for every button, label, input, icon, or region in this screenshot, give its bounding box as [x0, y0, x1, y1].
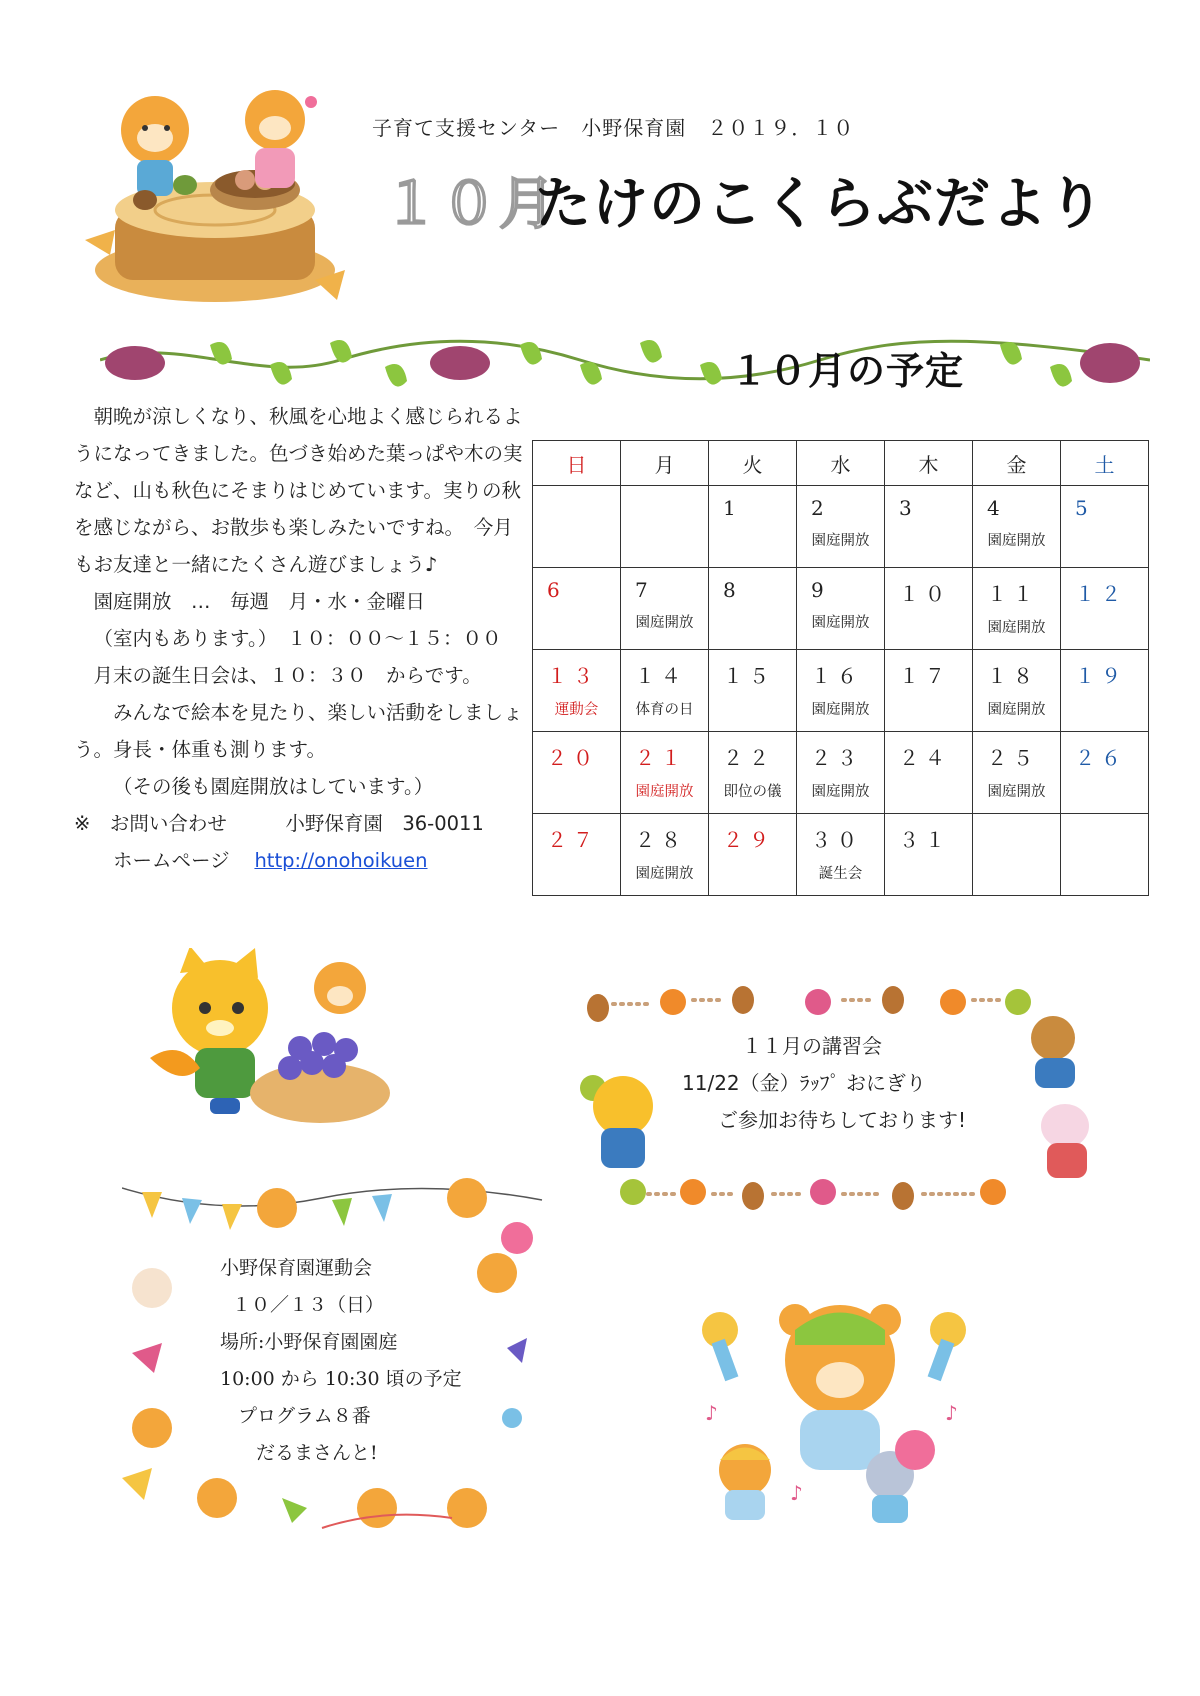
- calendar-day: [973, 568, 1061, 650]
- workshop-notice: [682, 1028, 966, 1139]
- weekday-header: 木: [885, 441, 973, 486]
- day-number: １８: [987, 664, 1039, 688]
- day-number: １３: [547, 664, 599, 688]
- homepage-line: [74, 842, 524, 879]
- calendar-day: [621, 650, 709, 732]
- calendar-day: [973, 732, 1061, 814]
- day-number: 5: [1075, 496, 1094, 520]
- calendar-day: [533, 486, 621, 568]
- open-hours: （室内もあります。） １０：００～１５：００: [93, 627, 502, 650]
- homepage-link[interactable]: http://onohoikuen: [254, 849, 428, 872]
- after-text: （その後も園庭開放はしています。）: [113, 775, 434, 798]
- schedule-title: １０月の予定: [730, 349, 965, 393]
- calendar-day: [797, 568, 885, 650]
- day-number: １４: [635, 664, 687, 688]
- calendar-day: [973, 814, 1061, 896]
- svg-text:♪: ♪: [945, 1401, 958, 1425]
- day-number: ２９: [723, 828, 775, 852]
- calendar-week: [533, 486, 1149, 568]
- calendar-day: [1061, 650, 1149, 732]
- day-number: 7: [635, 578, 654, 602]
- calendar-week: [533, 732, 1149, 814]
- calendar-day: [1061, 568, 1149, 650]
- activity-text: みんなで絵本を見たり、楽しい活動をしましょう。身長・体重も測ります。: [74, 701, 523, 761]
- day-number: １０: [899, 582, 951, 606]
- intro-paragraph: 朝晩が涼しくなり、秋風を心地よく感じられるようになってきました。色づき始めた葉っぱや木の実など、山も秋色にそまりはじめています。実りの秋を感じながら、お散歩も楽しみたいですね。 今月もお友達と一緒にたくさん遊びましょう♪: [74, 405, 523, 576]
- day-number: 1: [723, 496, 742, 520]
- squirrel-on-stump-illustration: [75, 80, 350, 310]
- day-note: 誕生会: [818, 866, 863, 882]
- calendar-day: [1061, 732, 1149, 814]
- contact-line: ※ お問い合わせ 小野保育園 36-0011: [74, 812, 484, 835]
- sweet-potato-vine-border: [100, 325, 1150, 395]
- day-number: ３０: [811, 828, 863, 852]
- calendar-day: [533, 568, 621, 650]
- workshop-invite: ご参加お待ちしております!: [718, 1108, 967, 1132]
- workshop-title: １１月の講習会: [742, 1034, 882, 1058]
- sports-day-item: だるまさんと!: [256, 1442, 378, 1464]
- day-number: 9: [811, 578, 830, 602]
- calendar-day: [1061, 486, 1149, 568]
- sports-day-program: プログラム８番: [238, 1405, 371, 1427]
- calendar-day: [709, 814, 797, 896]
- calendar-day: [709, 568, 797, 650]
- day-number: ２６: [1075, 746, 1127, 770]
- homepage-label: ホームページ: [113, 849, 230, 872]
- day-note: 園庭開放: [987, 784, 1046, 800]
- day-number: １１: [987, 582, 1039, 606]
- calendar-day: [709, 650, 797, 732]
- weekday-header: 土: [1061, 441, 1149, 486]
- calendar-week: [533, 568, 1149, 650]
- day-number: ２８: [635, 828, 687, 852]
- day-number: ２０: [547, 746, 599, 770]
- day-note: 園庭開放: [811, 615, 870, 631]
- calendar-day: [797, 486, 885, 568]
- day-number: ２７: [547, 828, 599, 852]
- day-number: ２４: [899, 746, 951, 770]
- day-note: 園庭開放: [635, 784, 694, 800]
- day-note: 園庭開放: [987, 533, 1046, 549]
- calendar-day: [1061, 814, 1149, 896]
- calendar-day: [533, 814, 621, 896]
- day-note: 園庭開放: [811, 533, 870, 549]
- day-number: ２３: [811, 746, 863, 770]
- day-number: １５: [723, 664, 775, 688]
- weekday-header: 火: [709, 441, 797, 486]
- day-number: 8: [723, 578, 742, 602]
- calendar-day: [885, 732, 973, 814]
- sports-day-date: １０／１３（日）: [232, 1294, 385, 1316]
- day-number: 2: [811, 496, 830, 520]
- open-days: 園庭開放 … 毎週 月・水・金曜日: [93, 590, 426, 613]
- organization-line: 子育て支援センター 小野保育園 ２０１９．１０: [372, 116, 855, 140]
- day-note: 即位の儀: [723, 784, 782, 800]
- sports-day-place: 場所:小野保育園園庭: [220, 1331, 398, 1353]
- workshop-date: 11/22（金）ﾗｯﾌﾟ おにぎり: [682, 1071, 926, 1095]
- calendar-day: [885, 814, 973, 896]
- calendar-day: [621, 568, 709, 650]
- day-number: 6: [547, 578, 566, 602]
- day-number: ３１: [899, 828, 951, 852]
- day-note: 園庭開放: [811, 702, 870, 718]
- day-number: ２２: [723, 746, 775, 770]
- calendar-week: [533, 814, 1149, 896]
- weekday-header: 金: [973, 441, 1061, 486]
- svg-text:♪: ♪: [790, 1481, 803, 1505]
- calendar-day: [533, 650, 621, 732]
- day-number: １２: [1075, 582, 1127, 606]
- intro-text: [74, 398, 524, 879]
- day-note: 園庭開放: [635, 615, 694, 631]
- calendar-day: [797, 650, 885, 732]
- day-number: １６: [811, 664, 863, 688]
- calendar-day: [621, 486, 709, 568]
- day-note: 園庭開放: [811, 784, 870, 800]
- title-month: １０月: [383, 172, 557, 237]
- weekday-header: 日: [533, 441, 621, 486]
- day-note: 園庭開放: [635, 866, 694, 882]
- birthday-party: 月末の誕生日会は、１０：３０ からです。: [93, 664, 482, 687]
- day-number: ２１: [635, 746, 687, 770]
- calendar-day: [533, 732, 621, 814]
- calendar-day: [709, 732, 797, 814]
- calendar-day: [885, 650, 973, 732]
- day-number: 3: [899, 496, 918, 520]
- sports-day-notice: [220, 1250, 462, 1472]
- calendar-day: [973, 486, 1061, 568]
- calendar-day: [973, 650, 1061, 732]
- day-number: 4: [987, 496, 1006, 520]
- calendar-week: [533, 650, 1149, 732]
- calendar-day: [709, 486, 797, 568]
- calendar-day: [885, 568, 973, 650]
- calendar-day: [621, 814, 709, 896]
- calendar-day: [885, 486, 973, 568]
- day-note: 園庭開放: [987, 620, 1046, 636]
- october-calendar: [532, 440, 1149, 896]
- page-title: たけのこくらぶだより: [535, 172, 1105, 237]
- day-note: 体育の日: [635, 702, 694, 718]
- calendar-day: [797, 732, 885, 814]
- svg-text:♪: ♪: [705, 1401, 718, 1425]
- weekday-header: 月: [621, 441, 709, 486]
- day-note: 運動会: [554, 702, 599, 718]
- day-note: 園庭開放: [987, 702, 1046, 718]
- weekday-header: 水: [797, 441, 885, 486]
- calendar-day: [797, 814, 885, 896]
- calendar-day: [621, 732, 709, 814]
- bear-cheering-illustration: [690, 1300, 980, 1530]
- day-number: １７: [899, 664, 951, 688]
- day-number: ２５: [987, 746, 1039, 770]
- sports-day-title: 小野保育園運動会: [220, 1257, 373, 1279]
- sports-day-time: 10:00 から 10:30 頃の予定: [220, 1368, 462, 1390]
- day-number: １９: [1075, 664, 1127, 688]
- fox-grapes-illustration: [150, 948, 410, 1128]
